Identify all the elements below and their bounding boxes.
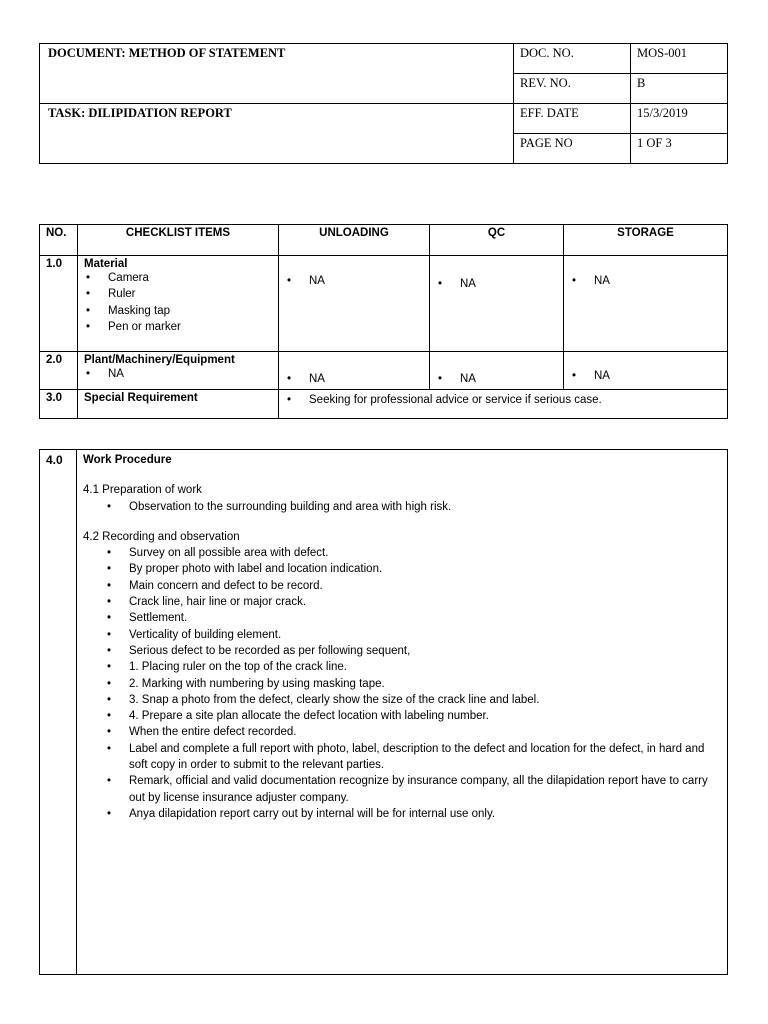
page-no-value: 1 OF 3 [631,134,728,164]
qc-value: • NA [436,371,557,387]
work-procedure-body [77,450,728,975]
qc-value: • NA [436,276,557,292]
eff-date-value: 15/3/2019 [631,104,728,134]
special-requirement-cell [279,390,728,419]
list-item: • Verticality of building element. [105,627,721,643]
unloading-cell [279,256,430,352]
plant-list [84,366,272,382]
row-number: 3.0 [40,390,78,419]
preparation-list [105,499,721,515]
list-item: • Serious defect to be recorded as per following sequent, [105,643,721,659]
list-item: • Settlement. [105,610,721,626]
list-item: • 4. Prepare a site plan allocate the defect location with labeling number. [105,708,721,724]
column-header-qc: QC [430,225,564,256]
task-title: TASK: DILIPIDATION REPORT [40,104,514,164]
list-item: • Pen or marker [84,319,272,335]
page-no-label: PAGE NO [514,134,631,164]
list-item: • Main concern and defect to be record. [105,578,721,594]
checklist-row-plant [40,352,728,390]
material-list [84,270,272,335]
checklist-items-cell [78,256,279,352]
column-header-unloading: UNLOADING [279,225,430,256]
document-title: DOCUMENT: METHOD OF STATEMENT [40,44,514,104]
unloading-value: • NA [285,371,423,387]
document-header-table [39,43,728,164]
list-item: • Crack line, hair line or major crack. [105,594,721,610]
checklist-items-cell [78,352,279,390]
list-item: • NA [84,366,272,382]
list-item: • 3. Snap a photo from the defect, clearly show the size of the crack line and label. [105,692,721,708]
checklist-row-special [40,390,728,419]
column-header-checklist-items: CHECKLIST ITEMS [78,225,279,256]
list-item: • Observation to the surrounding building and area with high risk. [105,499,721,515]
subsection-heading: 4.1 Preparation of work [83,484,202,497]
checklist-row-material [40,256,728,352]
subsection-heading: 4.2 Recording and observation [83,530,240,543]
qc-cell [430,352,564,390]
row-number: 1.0 [40,256,78,352]
storage-cell [564,352,728,390]
row-number: 2.0 [40,352,78,390]
storage-value: • NA [570,273,721,289]
special-requirement-note: • Seeking for professional advice or service if serious case. [285,392,721,408]
list-item: • Ruler [84,286,272,302]
work-procedure-title: Work Procedure [83,454,172,466]
column-header-storage: STORAGE [564,225,728,256]
section-number: 4.0 [40,450,77,975]
list-item: • Anya dilapidation report carry out by internal will be for internal use only. [105,806,721,822]
list-item: • Masking tap [84,303,272,319]
eff-date-label: EFF. DATE [514,104,631,134]
list-item: • Camera [84,270,272,286]
row-heading: Special Requirement [78,390,279,419]
unloading-cell [279,352,430,390]
qc-cell [430,256,564,352]
rev-no-label: REV. NO. [514,74,631,104]
list-item: • Label and complete a full report with photo, label, description to the defect and location for the defect, in hard and soft copy in order to submit to the relevant parties. [105,741,721,774]
checklist-header-row [40,225,728,256]
doc-no-label: DOC. NO. [514,44,631,74]
storage-value: • NA [570,368,721,384]
checklist-table [39,224,728,419]
doc-no-value: MOS-001 [631,44,728,74]
list-item: • When the entire defect recorded. [105,724,721,740]
unloading-value: • NA [285,273,423,289]
work-procedure-table [39,449,728,975]
column-header-no: NO. [40,225,78,256]
list-item: • By proper photo with label and location indication. [105,561,721,577]
list-item: • Survey on all possible area with defect. [105,545,721,561]
row-heading: Material [84,258,128,270]
rev-no-value: B [631,74,728,104]
row-heading: Plant/Machinery/Equipment [84,354,235,366]
list-item: • 2. Marking with numbering by using masking tape. [105,676,721,692]
list-item: • 1. Placing ruler on the top of the crack line. [105,659,721,675]
recording-list [105,545,721,822]
storage-cell [564,256,728,352]
list-item: • Remark, official and valid documentation recognize by insurance company, all the dilapidation report have to carry out by license insurance adjuster company. [105,773,721,806]
